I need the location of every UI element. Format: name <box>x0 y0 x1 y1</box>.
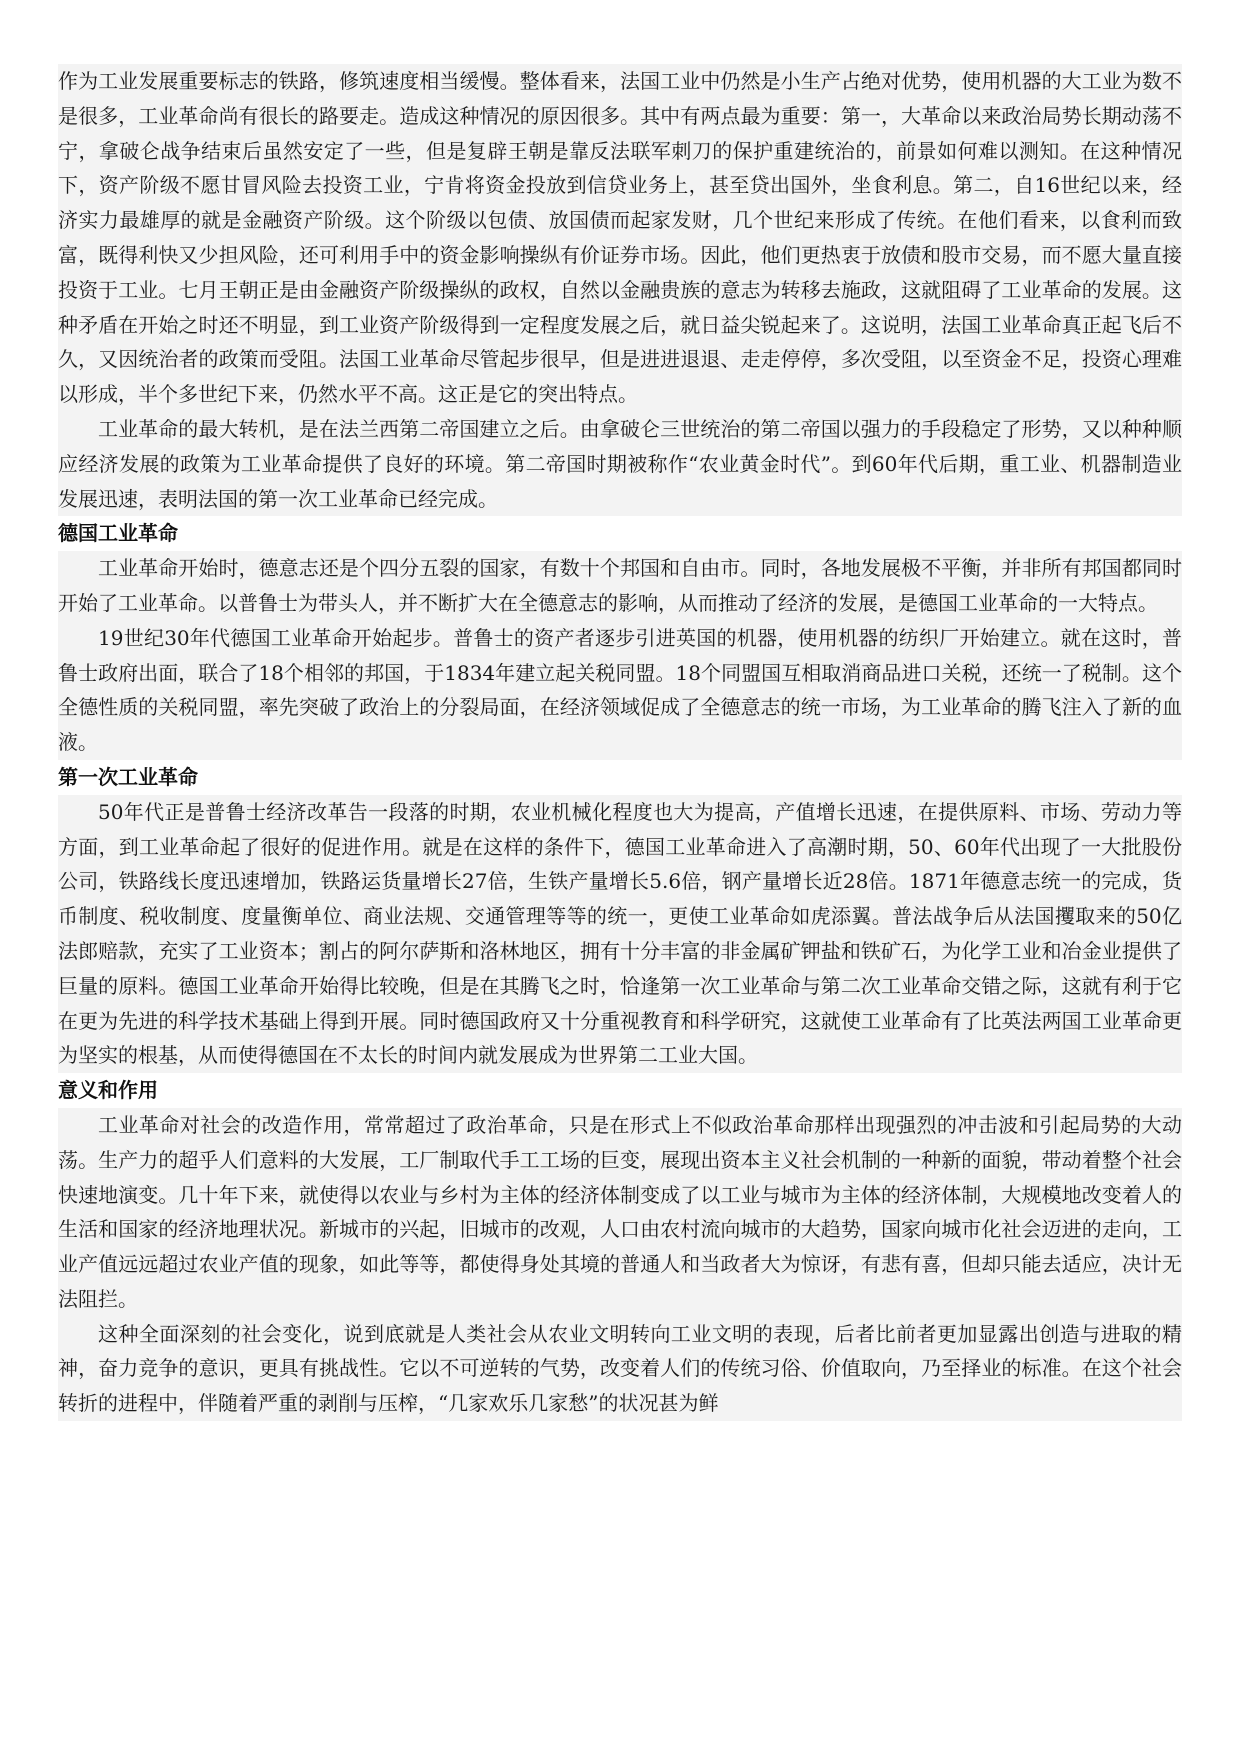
paragraph: 50年代正是普鲁士经济改革告一段落的时期，农业机械化程度也大为提高，产值增长迅速，在提供原料、市场、劳动力等方面，到工业革命起了很好的促进作用。就是在这样的条件下，德国工业革命进入了高潮时期，50、60年代出现了一大批股份公司，铁路线长度迅速增加，铁路运货量增长27倍，生铁产量增长5.6倍，钢产量增长近28倍。1871年德意志统一的完成，货币制度、税收制度、度量衡单位、商业法规、交通管理等等的统一，更使工业革命如虎添翼。普法战争后从法国攫取来的50亿法郎赔款，充实了工业资本；割占的阿尔萨斯和洛林地区，拥有十分丰富的非金属矿钾盐和铁矿石，为化学工业和冶金业提供了巨量的原料。德国工业革命开始得比较晚，但是在其腾飞之时，恰逢第一次工业革命与第二次工业革命交错之际，这就有利于它在更为先进的科学技术基础上得到开展。同时德国政府又十分重视教育和科学研究，这就使工业革命有了比英法两国工业革命更为坚实的根基，从而使得德国在不太长的时间内就发展成为世界第二工业大国。 <box>58 799 1182 1068</box>
significance-section <box>58 1108 1182 1421</box>
intro-section <box>58 64 1182 516</box>
section-heading-germany: 德国工业革命 <box>58 521 178 546</box>
document-page <box>58 64 1182 1421</box>
germany-section <box>58 551 1182 760</box>
section-heading-significance: 意义和作用 <box>58 1078 158 1103</box>
section-heading-first-revolution: 第一次工业革命 <box>58 764 198 789</box>
paragraph: 19世纪30年代德国工业革命开始起步。普鲁士的资产者逐步引进英国的机器，使用机器的纺织厂开始建立。就在这时，普鲁士政府出面，联合了18个相邻的邦国，于1834年建立起关税同盟。18个同盟国互相取消商品进口关税，还统一了税制。这个全德性质的关税同盟，率先突破了政治上的分裂局面，在经济领域促成了全德意志的统一市场，为工业革命的腾飞注入了新的血液。 <box>58 625 1182 755</box>
paragraph: 工业革命的最大转机，是在法兰西第二帝国建立之后。由拿破仑三世统治的第二帝国以强力的手段稳定了形势，又以种种顺应经济发展的政策为工业革命提供了良好的环境。第二帝国时期被称作“农业黄金时代”。到60年代后期，重工业、机器制造业发展迅速，表明法国的第一次工业革命已经完成。 <box>58 416 1182 511</box>
first-revolution-section <box>58 795 1182 1073</box>
paragraph: 作为工业发展重要标志的铁路，修筑速度相当缓慢。整体看来，法国工业中仍然是小生产占绝对优势，使用机器的大工业为数不是很多，工业革命尚有很长的路要走。造成这种情况的原因很多。其中有两点最为重要：第一，大革命以来政治局势长期动荡不宁，拿破仑战争结束后虽然安定了一些，但是复辟王朝是靠反法联军刺刀的保护重建统治的，前景如何难以测知。在这种情况下，资产阶级不愿甘冒风险去投资工业，宁肯将资金投放到信贷业务上，甚至贷出国外，坐食利息。第二，自16世纪以来，经济实力最雄厚的就是金融资产阶级。这个阶级以包债、放国债而起家发财，几个世纪来形成了传统。在他们看来，以食利而致富，既得利快又少担风险，还可利用手中的资金影响操纵有价证券市场。因此，他们更热衷于放债和股市交易，而不愿大量直接投资于工业。七月王朝正是由金融资产阶级操纵的政权，自然以金融贵族的意志为转移去施政，这就阻碍了工业革命的发展。这种矛盾在开始之时还不明显，到工业资产阶级得到一定程度发展之后，就日益尖锐起来了。这说明，法国工业革命真正起飞后不久，又因统治者的政策而受阻。法国工业革命尽管起步很早，但是进进退退、走走停停，多次受阻，以至资金不足，投资心理难以形成，半个多世纪下来，仍然水平不高。这正是它的突出特点。 <box>58 69 1182 407</box>
paragraph: 这种全面深刻的社会变化，说到底就是人类社会从农业文明转向工业文明的表现，后者比前者更加显露出创造与进取的精神，奋力竞争的意识，更具有挑战性。它以不可逆转的气势，改变着人们的传统习俗、价值取向，乃至择业的标准。在这个社会转折的进程中，伴随着严重的剥削与压榨，“几家欢乐几家愁”的状况甚为鲜 <box>58 1321 1182 1416</box>
paragraph: 工业革命对社会的改造作用，常常超过了政治革命，只是在形式上不似政治革命那样出现强烈的冲击波和引起局势的大动荡。生产力的超乎人们意料的大发展，工厂制取代手工工场的巨变，展现出资本主义社会机制的一种新的面貌，带动着整个社会快速地演变。几十年下来，就使得以农业与乡村为主体的经济体制变成了以工业与城市为主体的经济体制，大规模地改变着人的生活和国家的经济地理状况。新城市的兴起，旧城市的改观，人口由农村流向城市的大趋势，国家向城市化社会迈进的走向，工业产值远远超过农业产值的现象，如此等等，都使得身处其境的普通人和当政者大为惊讶，有悲有喜，但却只能去适应，决计无法阻拦。 <box>58 1112 1182 1311</box>
paragraph: 工业革命开始时，德意志还是个四分五裂的国家，有数十个邦国和自由市。同时，各地发展极不平衡，并非所有邦国都同时开始了工业革命。以普鲁士为带头人，并不断扩大在全德意志的影响，从而推动了经济的发展，是德国工业革命的一大特点。 <box>58 556 1182 615</box>
